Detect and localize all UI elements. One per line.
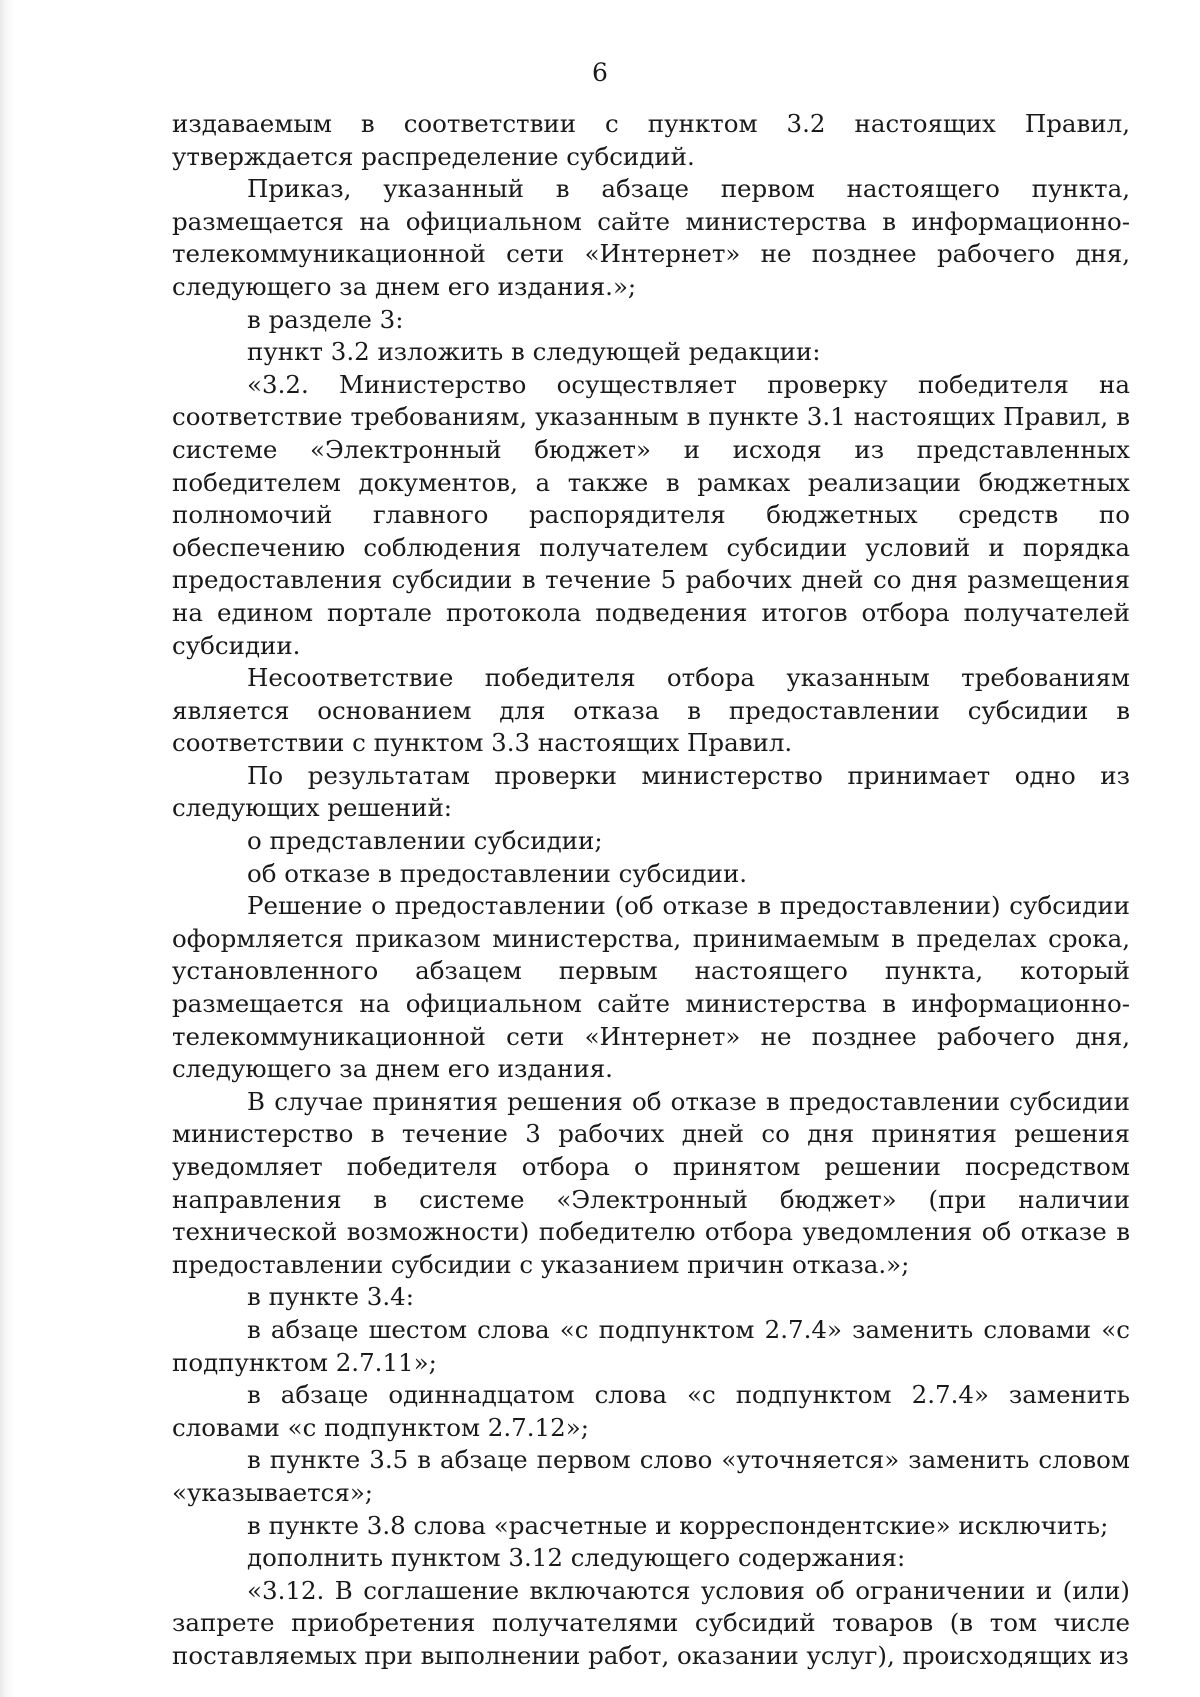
page-number: 6: [592, 58, 608, 87]
paragraph: «3.12. В соглашение включаются условия об ограничении и (или) запрете приобретения получателями субсидий товаров (в том числе поставляемых при выполнении работ, оказании услуг), происходящих из: [172, 1575, 1130, 1670]
paragraph: в абзаце одиннадцатом слова «с подпунктом 2.7.4» заменить словами «с подпунктом 2.7.12»;: [172, 1380, 1130, 1442]
paragraph: в абзаце шестом слова «с подпунктом 2.7.4» заменить словами «с подпунктом 2.7.11»;: [172, 1314, 1130, 1377]
paragraph: Решение о предоставлении (об отказе в предоставлении) субсидии оформляется приказом министерства, принимаемым в пределах срока, установленного абзацем первым настоящего пункта, который размещается на официальном сайте министерства в информационно-телекоммуникационной сети «Интернет» не позднее рабочего дня, следующего за днем его издания.: [172, 891, 1130, 1084]
paragraph: дополнить пунктом 3.12 следующего содержания:: [247, 1543, 906, 1573]
paragraph: в пункте 3.8 слова «расчетные и корреспондентские» исключить;: [247, 1510, 1109, 1540]
paragraph: По результатам проверки министерство принимает одно из следующих решений:: [172, 760, 1130, 823]
paragraph: Несоответствие победителя отбора указанным требованиям является основанием для отказа в предоставлении субсидии в соответствии с пунктом 3.3 настоящих Правил.: [172, 663, 1130, 758]
paragraph: В случае принятия решения об отказе в предоставлении субсидии министерство в течение 3 рабочих дней со дня принятия решения уведомляет победителя отбора о принятом решении посредством направления в системе «Электронный бюджет» (при наличии технической возможности) победителю отбора уведомления об отказе в предоставлении субсидии с указанием причин отказа.»;: [172, 1086, 1130, 1279]
scan-edge-shadow: [0, 0, 14, 1697]
paragraph-continuation: издаваемым в соответствии с пунктом 3.2 настоящих Правил, утверждается распределение субсидий.: [172, 109, 1130, 171]
paragraph: в разделе 3:: [247, 304, 404, 334]
paragraph: пункт 3.2 изложить в следующей редакции:: [247, 337, 821, 367]
paragraph: «3.2. Министерство осуществляет проверку победителя на соответствие требованиям, указанным в пункте 3.1 настоящих Правил, в системе «Электронный бюджет» и исходя из представленных победителем документов, а также в рамках реализации бюджетных полномочий главного распорядителя бюджетных средств по обеспечению соблюдения получателем субсидии условий и порядка предоставления субсидии в течение 5 рабочих дней со дня размещения на едином портале протокола подведения итогов отбора получателей субсидии.: [172, 369, 1130, 660]
paragraph: в пункте 3.5 в абзаце первом слово «уточняется» заменить словом «указывается»;: [172, 1445, 1130, 1507]
paragraph: в пункте 3.4:: [247, 1282, 415, 1312]
list-item: о представлении субсидии;: [247, 826, 603, 856]
paragraph: Приказ, указанный в абзаце первом настоящего пункта, размещается на официальном сайте министерства в информационно-телекоммуникационной сети «Интернет» не позднее рабочего дня, следующего за днем его издания.»;: [172, 174, 1130, 301]
document-body: [172, 108, 1130, 1673]
list-item: об отказе в предоставлении субсидии.: [247, 858, 748, 888]
